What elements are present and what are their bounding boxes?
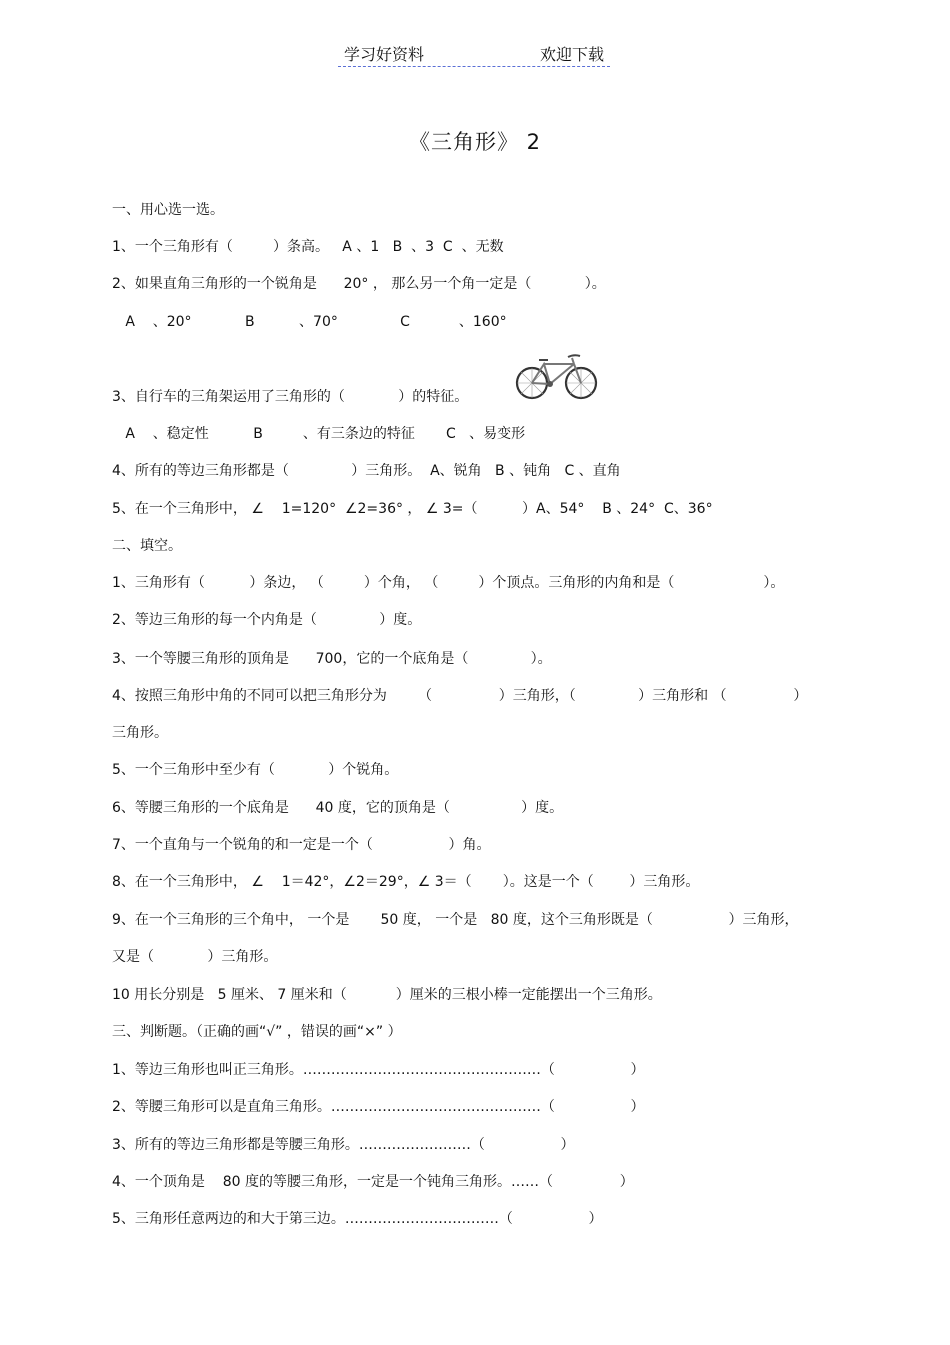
- fill-q4: 4、按照三角形中角的不同可以把三角形分为 （ ）三角形，（ ）三角形和 （ ）: [112, 688, 808, 704]
- page-title: 《三角形》 2: [408, 130, 542, 154]
- fill-q7: 7、一个直角与一个锐角的和一定是一个（ ）角。: [112, 837, 491, 853]
- choice-q2: 2、如果直角三角形的一个锐角是 20° ， 那么另一个角一定是（ ）。: [112, 276, 606, 292]
- page-header: [338, 40, 610, 67]
- judge-q4: 4、一个顶角是 80 度的等腰三角形，一定是一个钝角三角形。……（ ）: [112, 1174, 634, 1190]
- choice-q3: 3、自行车的三角架运用了三角形的（ ）的特征。: [112, 389, 469, 405]
- choice-q2-options: A 、20° B 、70° C 、160°: [112, 314, 507, 330]
- section-1-heading: 一、用心选一选。: [112, 202, 224, 218]
- fill-q9: 9、在一个三角形的三个角中， 一个是 50 度， 一个是 80 度，这个三角形既是（ ）三角形，: [112, 912, 799, 928]
- section-3-heading: 三、判断题。（正确的画“√” ，错误的画“×” ）: [112, 1024, 402, 1040]
- fill-q9-continued: 又是（ ）三角形。: [112, 949, 278, 965]
- judge-q2: 2、等腰三角形可以是直角三角形。………………………………………（ ）: [112, 1099, 645, 1115]
- section-2-heading: 二、填空。: [112, 538, 182, 554]
- judge-q1: 1、等边三角形也叫正三角形。……………………………………………（ ）: [112, 1062, 645, 1078]
- header-right: 欢迎下载: [539, 45, 604, 64]
- fill-q3: 3、一个等腰三角形的顶角是 700，它的一个底角是（ ）。: [112, 651, 552, 667]
- fill-q6: 6、等腰三角形的一个底角是 40 度，它的顶角是（ ）度。: [112, 800, 564, 816]
- choice-q4: 4、所有的等边三角形都是（ ）三角形。 A、锐角 B 、钝角 C 、直角: [112, 463, 621, 479]
- choice-q5: 5、在一个三角形中， ∠ 1=120° ∠2=36° ， ∠ 3=（ ）A、54° B 、24° C、36°: [112, 501, 713, 517]
- header-left: 学习好资料: [344, 45, 425, 64]
- judge-q3: 3、所有的等边三角形都是等腰三角形。……………………（ ）: [112, 1137, 575, 1153]
- choice-q1: 1、一个三角形有（ ）条高。 A 、1 B 、3 C 、无数: [112, 239, 504, 255]
- fill-q4-continued: 三角形。: [112, 725, 168, 741]
- fill-q10: 10 用长分别是 5 厘米、 7 厘米和（ ）厘米的三根小棒一定能摆出一个三角形。: [112, 987, 662, 1003]
- bicycle-image: [514, 350, 600, 402]
- choice-q3-options: A 、稳定性 B 、有三条边的特征 C 、易变形: [112, 426, 526, 442]
- fill-q1: 1、三角形有（ ）条边， （ ）个角， （ ）个顶点。三角形的内角和是（ ）。: [112, 575, 785, 591]
- judge-q5: 5、三角形任意两边的和大于第三边。……………………………（ ）: [112, 1211, 603, 1227]
- fill-q2: 2、等边三角形的每一个内角是（ ）度。: [112, 612, 422, 628]
- fill-q5: 5、一个三角形中至少有（ ）个锐角。: [112, 762, 399, 778]
- fill-q8: 8、在一个三角形中， ∠ 1＝42°，∠2＝29°，∠ 3＝（ ）。这是一个（ ）三角形。: [112, 874, 700, 890]
